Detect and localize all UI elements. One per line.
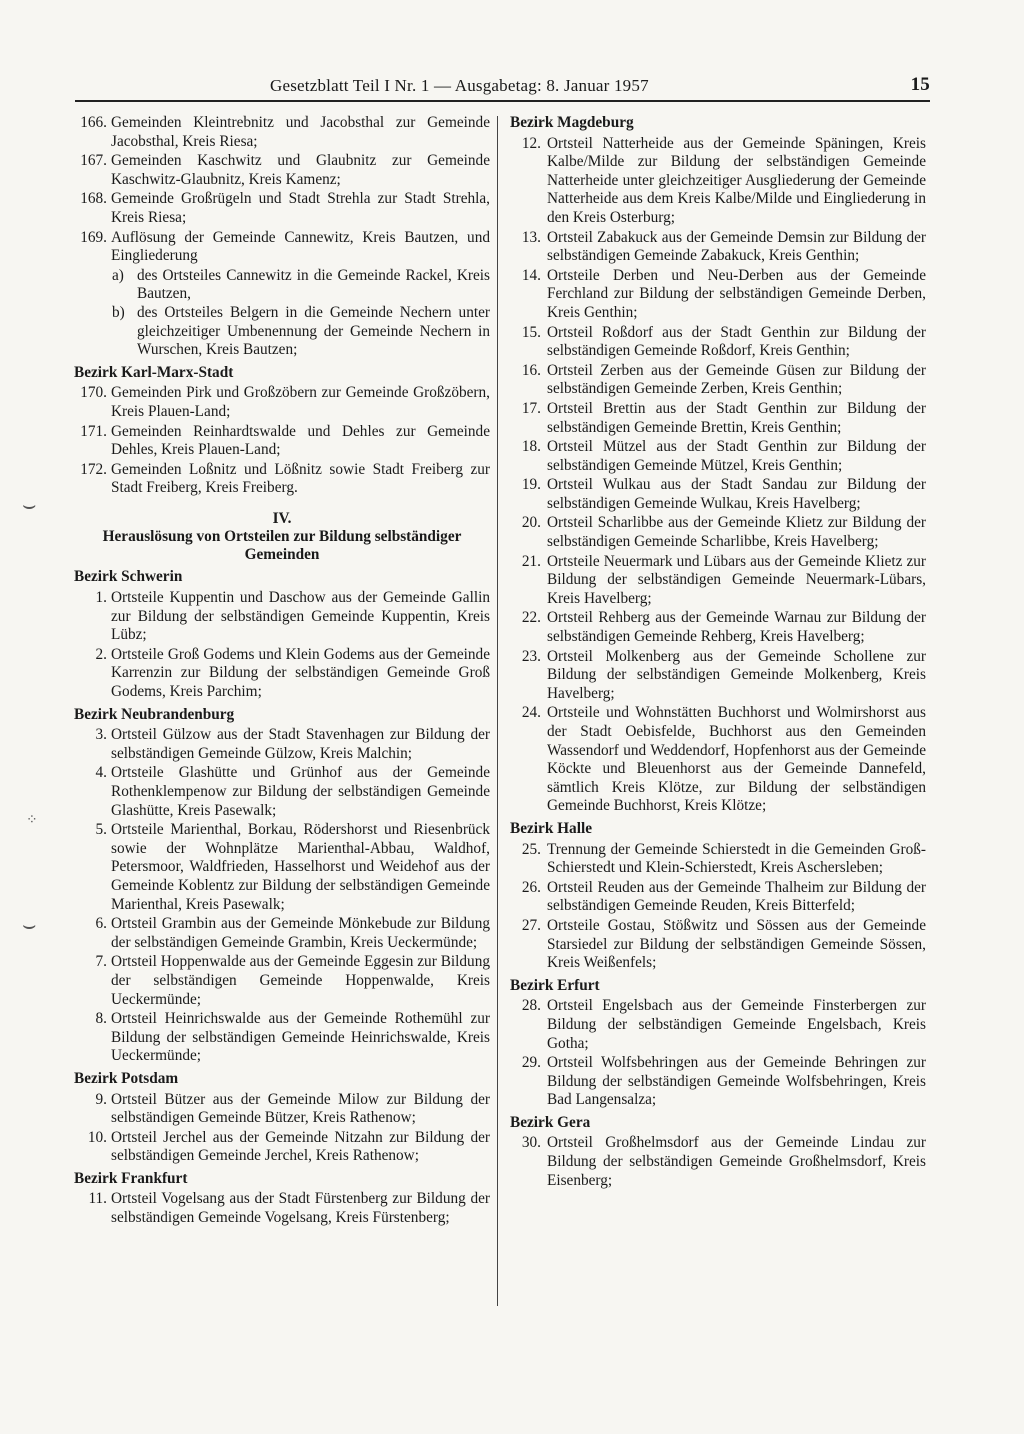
entry-number: 9. <box>95 1090 107 1108</box>
entry-number: 2. <box>95 645 107 663</box>
list-entry <box>510 1134 926 1190</box>
left-column <box>74 114 490 1229</box>
entry-text: Ortsteile Gostau, Stößwitz und Sössen aus der Gemeinde Starsiedel zur Bildung der selbständigen Gemeinde Sössen, Kreis Weißenfels; <box>547 916 926 972</box>
entry-number: 13. <box>521 228 541 246</box>
entry-number: 11. <box>88 1190 107 1208</box>
list-entry <box>74 821 490 914</box>
entry-text: Ortsteil Wulkau aus der Stadt Sandau zur Bildung der selbständigen Gemeinde Wulkau, Kreis Havelberg; <box>547 476 926 512</box>
entry-text: Ortsteil Bützer aus der Gemeinde Milow zur Bildung der selbständigen Gemeinde Bützer, Kreis Rathenow; <box>111 1090 490 1127</box>
entry-text: Gemeinden Loßnitz und Lößnitz sowie Stadt Freiberg zur Stadt Freiberg, Kreis Freiberg. <box>111 460 490 497</box>
header-rule <box>75 100 930 102</box>
entry-number: 169. <box>80 228 107 246</box>
entry-number: 24. <box>521 704 541 722</box>
list-entry <box>510 1054 926 1110</box>
list-entry <box>510 553 926 609</box>
entry-number: 27. <box>521 916 541 934</box>
entry-text: Ortsteil Engelsbach aus der Gemeinde Finsterbergen zur Bildung der selbständigen Gemeinde Engelsbach, Kreis Gotha; <box>547 997 926 1052</box>
list-entry <box>74 152 490 189</box>
entry-number: 30. <box>521 1134 541 1152</box>
list-entry <box>510 362 926 399</box>
entry-text: Gemeinde Großrügeln und Stadt Strehla zur Stadt Strehla, Kreis Riesa; <box>111 190 490 226</box>
list-entry <box>74 190 490 227</box>
list-entry <box>74 461 490 498</box>
section-number: IV. <box>272 509 292 527</box>
entry-number: 3. <box>95 726 107 744</box>
list-entry <box>74 1010 490 1066</box>
list-entry <box>510 267 926 323</box>
entry-text: Ortsteil Scharlibbe aus der Gemeinde Klietz zur Bildung der selbständigen Gemeinde Scharlibbe, Kreis Havelberg; <box>547 514 926 551</box>
entry-text: Ortsteil Mützel aus der Stadt Genthin zur Bildung der selbständigen Gemeinde Mützel, Kreis Genthin; <box>547 438 926 474</box>
entry-text: Ortsteile Marienthal, Borkau, Rödershorst und Riesenbrück sowie der Wohnplätze Marienthal-Abbau, Waldhof, Petersmoor, Waldfrieden, Hasselhorst und Weidehof aus der Gemeinde Koblentz zur Bildung der selbständigen Gemeinde Marienthal, Kreis Pasewalk; <box>111 821 490 913</box>
margin-mark: ⌣ <box>22 492 37 517</box>
list-entry <box>74 1091 490 1128</box>
list-entry <box>510 879 926 916</box>
entry-number: 22. <box>521 609 541 627</box>
entry-text: Ortsteil Gülzow aus der Stadt Stavenhagen zur Bildung der selbständigen Gemeinde Gülzow, Kreis Malchin; <box>111 726 490 762</box>
entry-text: Ortsteil Vogelsang aus der Stadt Fürstenberg zur Bildung der selbständigen Gemeinde Vogelsang, Kreis Fürstenberg; <box>111 1190 490 1227</box>
entry-number: 21. <box>521 552 541 570</box>
entry-number: 5. <box>95 821 107 839</box>
entry-text: Ortsteil Rehberg aus der Gemeinde Warnau zur Bildung der selbständigen Gemeinde Rehberg, Kreis Havelberg; <box>547 609 926 646</box>
entry-number: 19. <box>521 476 541 494</box>
list-entry <box>510 841 926 878</box>
entry-number: 1. <box>95 589 107 607</box>
entry-number: b) <box>112 303 125 321</box>
list-entry <box>74 423 490 460</box>
list-entry <box>510 514 926 551</box>
entry-number: 14. <box>521 266 541 284</box>
entry-text: Ortsteil Natterheide aus der Gemeinde Späningen, Kreis Kalbe/Milde zur Bildung der selbständigen Gemeinde Natterheide unter gleichzeitiger Ausgliederung der Gemeinde Natterheide aus dem Kreis Kalbe/Milde und Eingliederung in den Kreis Osterburg; <box>547 134 926 226</box>
entry-text: Gemeinden Reinhardtswalde und Dehles zur Gemeinde Dehles, Kreis Plauen-Land; <box>111 422 490 459</box>
entry-number: 8. <box>95 1010 107 1028</box>
column-divider <box>497 116 498 1306</box>
entry-number: 16. <box>521 361 541 379</box>
list-entry <box>510 609 926 646</box>
district-heading: Bezirk Halle <box>510 819 592 837</box>
entry-number: 7. <box>95 953 107 971</box>
entry-text: Auflösung der Gemeinde Cannewitz, Kreis Bautzen, und Eingliederung <box>111 228 490 265</box>
list-entry <box>510 229 926 266</box>
district-heading: Bezirk Schwerin <box>74 568 183 586</box>
entry-number: 167. <box>80 152 107 170</box>
list-entry <box>510 917 926 973</box>
entry-text: Ortsteil Reuden aus der Gemeinde Thalheim zur Bildung der selbständigen Gemeinde Reuden, Kreis Bitterfeld; <box>547 878 926 915</box>
list-entry <box>510 476 926 513</box>
entry-text: Ortsteil Zerben aus der Gemeinde Güsen zur Bildung der selbständigen Gemeinde Zerben, Kreis Genthin; <box>547 361 926 398</box>
entry-number: 26. <box>521 878 541 896</box>
district-heading: Bezirk Gera <box>510 1113 591 1131</box>
entry-number: 15. <box>521 323 541 341</box>
entry-number: 172. <box>80 460 107 478</box>
list-entry <box>74 114 490 151</box>
entry-number: a) <box>112 266 124 284</box>
entry-text: Ortsteil Heinrichswalde aus der Gemeinde Rothemühl zur Bildung der selbständigen Gemeinde Heinrichswalde, Kreis Ueckermünde; <box>111 1010 490 1065</box>
entry-number: 28. <box>521 997 541 1015</box>
list-entry <box>74 229 490 266</box>
entry-text: Ortsteile Derben und Neu-Derben aus der Gemeinde Ferchland zur Bildung der selbständigen Gemeinde Derben, Kreis Genthin; <box>547 266 926 321</box>
district-heading: Bezirk Erfurt <box>510 976 600 994</box>
district-heading: Bezirk Karl-Marx-Stadt <box>74 363 234 381</box>
entry-text: des Ortsteiles Cannewitz in die Gemeinde Rackel, Kreis Bautzen, <box>137 266 490 303</box>
list-entry <box>74 646 490 702</box>
entry-number: 12. <box>521 134 541 152</box>
list-entry <box>510 324 926 361</box>
list-entry <box>510 135 926 228</box>
entry-number: 25. <box>521 840 541 858</box>
entry-number: 17. <box>521 399 541 417</box>
entry-text: Ortsteil Jerchel aus der Gemeinde Nitzahn zur Bildung der selbständigen Gemeinde Jerchel, Kreis Rathenow; <box>111 1128 490 1165</box>
list-entry <box>510 438 926 475</box>
margin-mark: ⌣ <box>22 912 37 937</box>
entry-number: 6. <box>95 915 107 933</box>
entry-number: 4. <box>95 764 107 782</box>
entry-text: Gemeinden Kaschwitz und Glaubnitz zur Gemeinde Kaschwitz-Glaubnitz, Kreis Kamenz; <box>111 152 490 188</box>
entry-text: Ortsteile Kuppentin und Daschow aus der Gemeinde Gallin zur Bildung der selbständigen Gemeinde Kuppentin, Kreis Lübz; <box>111 589 490 644</box>
entry-text: Ortsteil Hoppenwalde aus der Gemeinde Eggesin zur Bildung der selbständigen Gemeinde Hoppenwalde, Kreis Ueckermünde; <box>111 953 490 1008</box>
entry-number: 168. <box>80 190 107 208</box>
entry-text: Ortsteil Wolfsbehringen aus der Gemeinde Behringen zur Bildung der selbständigen Gemeinde Wolfsbehringen, Kreis Bad Langensalza; <box>547 1054 926 1109</box>
entry-text: Ortsteile Groß Godems und Klein Godems aus der Gemeinde Karrenzin zur Bildung der selbständigen Gemeinde Groß Godems, Kreis Parchim; <box>111 645 490 701</box>
entry-number: 20. <box>521 514 541 532</box>
list-entry <box>74 915 490 952</box>
sub-entry <box>74 267 490 304</box>
list-entry <box>510 997 926 1053</box>
margin-mark: ⁘ <box>26 813 38 828</box>
right-column <box>510 114 926 1191</box>
list-entry <box>74 1129 490 1166</box>
entry-number: 18. <box>521 438 541 456</box>
entry-number: 171. <box>80 422 107 440</box>
entry-number: 10. <box>87 1128 107 1146</box>
list-entry <box>510 704 926 816</box>
district-heading: Bezirk Magdeburg <box>510 114 634 131</box>
entry-text: Ortsteile Neuermark und Lübars aus der Gemeinde Klietz zur Bildung der selbständigen Gemeinde Neuermark-Lübars, Kreis Havelberg; <box>547 552 926 607</box>
entry-text: Ortsteil Großhelmsdorf aus der Gemeinde Lindau zur Bildung der selbständigen Gemeinde Großhelmsdorf, Kreis Eisenberg; <box>547 1134 926 1189</box>
list-entry <box>74 953 490 1009</box>
entry-text: Gemeinden Kleintrebnitz und Jacobsthal zur Gemeinde Jacobsthal, Kreis Riesa; <box>111 114 490 150</box>
entry-number: 170. <box>80 384 107 402</box>
section-title: Herauslösung von Ortsteilen zur Bildung selbständiger Gemeinden <box>102 528 462 564</box>
list-entry <box>74 764 490 820</box>
entry-text: Ortsteil Roßdorf aus der Stadt Genthin zur Bildung der selbständigen Gemeinde Roßdorf, Kreis Genthin; <box>547 323 926 360</box>
list-entry <box>510 400 926 437</box>
sub-entry <box>74 304 490 360</box>
page-number: 15 <box>910 74 930 95</box>
list-entry <box>74 589 490 645</box>
entry-text: Ortsteil Brettin aus der Stadt Genthin zur Bildung der selbständigen Gemeinde Brettin, Kreis Genthin; <box>547 399 926 436</box>
list-entry <box>74 726 490 763</box>
district-heading: Bezirk Frankfurt <box>74 1169 188 1187</box>
list-entry <box>74 384 490 421</box>
gazette-title: Gesetzblatt Teil I Nr. 1 — Ausgabetag: 8. Januar 1957 <box>270 76 649 95</box>
entry-text: Gemeinden Pirk und Großzöbern zur Gemeinde Großzöbern, Kreis Plauen-Land; <box>111 384 490 420</box>
entry-number: 166. <box>80 114 107 131</box>
page-header <box>270 74 930 100</box>
entry-text: Ortsteil Zabakuck aus der Gemeinde Demsin zur Bildung der selbständigen Gemeinde Zabakuck, Kreis Genthin; <box>547 228 926 265</box>
entry-number: 29. <box>521 1054 541 1072</box>
district-heading: Bezirk Neubrandenburg <box>74 705 235 723</box>
list-entry <box>74 1190 490 1227</box>
entry-text: Trennung der Gemeinde Schierstedt in die Gemeinden Groß-Schierstedt und Klein-Schierstedt, Kreis Aschersleben; <box>547 840 926 877</box>
entry-text: des Ortsteiles Belgern in die Gemeinde Nechern unter gleichzeitiger Umbenennung der Gemeinde Nechern in Wurschen, Kreis Bautzen; <box>137 303 490 359</box>
entry-text: Ortsteile Glashütte und Grünhof aus der Gemeinde Rothenklempenow zur Bildung der selbständigen Gemeinde Glashütte, Kreis Pasewalk; <box>111 764 490 819</box>
entry-number: 23. <box>521 647 541 665</box>
entry-text: Ortsteile und Wohnstätten Buchhorst und Wolmirshorst aus der Stadt Oebisfelde, Buchhorst aus den Gemeinden Wassendorf und Weddendorf, Hopfenhorst aus der Gemeinde Köckte und Bleuenhorst aus der Gemeinde Dannefeld, sämtlich Kreis Klötze, zur Bildung der selbständigen Gemeinde Buchhorst, Kreis Klötze; <box>547 704 926 815</box>
list-entry <box>510 648 926 704</box>
entry-text: Ortsteil Molkenberg aus der Gemeinde Schollene zur Bildung der selbständigen Gemeinde Molkenberg, Kreis Havelberg; <box>547 647 926 702</box>
entry-text: Ortsteil Grambin aus der Gemeinde Mönkebude zur Bildung der selbständigen Gemeinde Grambin, Kreis Ueckermünde; <box>111 915 490 951</box>
district-heading: Bezirk Potsdam <box>74 1069 179 1087</box>
